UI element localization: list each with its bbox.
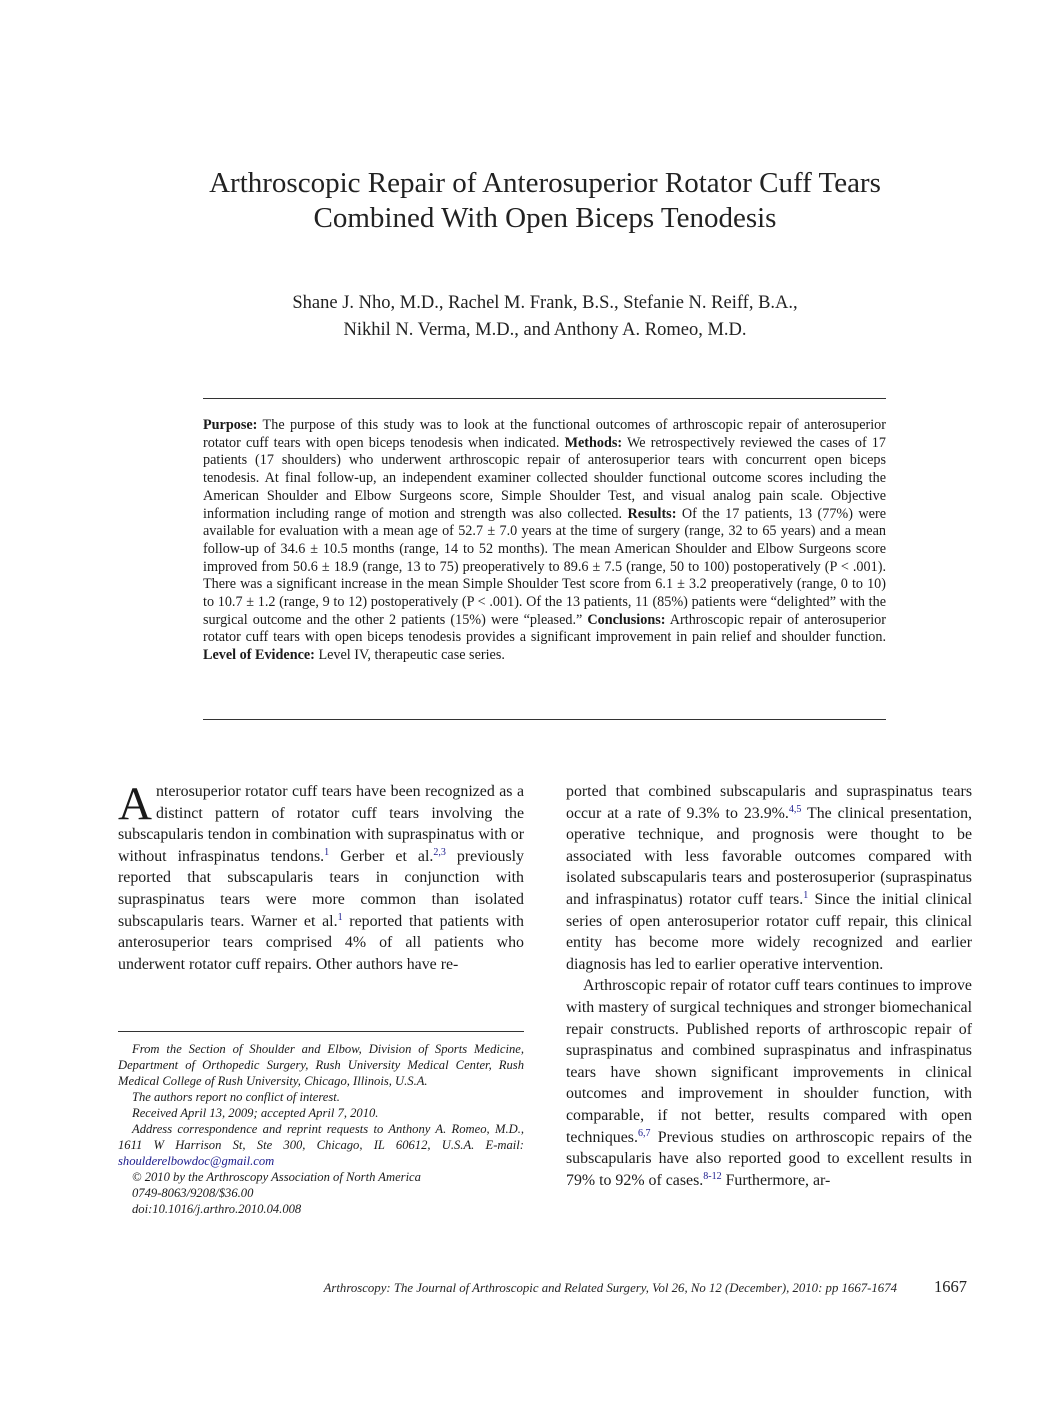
body-paragraph xyxy=(118,778,525,975)
abstract-bottom-rule xyxy=(203,719,886,720)
authors-line-1: Shane J. Nho, M.D., Rachel M. Frank, B.S., Stefanie N. Reiff, B.A., xyxy=(292,293,798,313)
body-column-left xyxy=(118,778,525,975)
citation-link[interactable]: 1 xyxy=(337,911,343,923)
abstract-results-text: Of the 17 patients, 13 (77%) were available for evaluation with a mean age of 52.7 ± 7.0 years at the time of surgery (range, 32 to 65 years) and a mean follow-up of 34.6 ± 10.5 months (range, 14 to 52 months). The mean American Shoulder and Elbow Surgeons score improved from 50.6 ± 18.9 (range, 13 to 75) preoperatively to 89.6 ± 7.5 (range, 50 to 100) postoperatively (P < .001). There was a significant increase in the mean Simple Shoulder Test score from 6.1 ± 3.2 preoperatively (range, 0 to 10) to 10.7 ± 1.2 (range, 9 to 12) postoperatively (P < .001). Of the 13 patients, 11 (85%) patients were “delighted” with the surgical outcome and the other 2 patients (15%) were “pleased.” xyxy=(203,505,886,628)
citation-link[interactable]: 1 xyxy=(324,846,330,858)
email-link[interactable]: shoulderelbowdoc@gmail.com xyxy=(118,1154,275,1168)
body-text: reported that patients with anterosuperior tears comprised 4% of all patients who underwent rotator cuff repairs. Other authors have re- xyxy=(118,912,524,973)
abstract-methods-text: We retrospectively reviewed the cases of 17 patients (17 shoulders) who underwent arthroscopic repair of anterosuperior tears with concurrent open biceps tenodesis. At final follow-up, an independent examiner collected shoulder functional outcome scores including the American Shoulder and Elbow Surgeons score, Simple Shoulder Test, and visual analog pain scale. Objective information including range of motion and strength was also collected. xyxy=(203,434,886,522)
footnote-received: Received April 13, 2009; accepted April 7, 2010. xyxy=(132,1106,379,1120)
journal-citation-footer: Arthroscopy: The Journal of Arthroscopic and Related Surgery, Vol 26, No 12 (December), 2010: pp 1667-1674 xyxy=(323,1281,897,1295)
authors-line-2: Nikhil N. Verma, M.D., and Anthony A. Romeo, M.D. xyxy=(343,320,747,340)
abstract xyxy=(203,417,886,665)
body-column-right xyxy=(566,781,972,1191)
author-list xyxy=(60,290,1030,344)
page-number: 1667 xyxy=(934,1277,967,1296)
abstract-results-label: Results: xyxy=(627,505,677,522)
abstract-level-label: Level of Evidence: xyxy=(203,647,315,664)
body-paragraph xyxy=(566,975,972,1191)
abstract-purpose-text: The purpose of this study was to look at the functional outcomes of arthroscopic repair of anterosuperior rotator cuff tears with open biceps tenodesis when indicated. xyxy=(203,417,886,451)
drop-cap: A xyxy=(118,778,152,830)
citation-link[interactable]: 1 xyxy=(803,889,809,901)
footnote-address xyxy=(118,1121,524,1169)
footnote-conflict: The authors report no conflict of interest. xyxy=(132,1090,340,1104)
abstract-methods-label: Methods: xyxy=(564,434,623,451)
body-text: Arthroscopic repair of rotator cuff tears continues to improve with mastery of surgical techniques and stronger biomechanical repair constructs. Published reports of arthroscopic repair of supraspinatus and combined supraspinatus and infraspinatus tears have shown significant improvements in clinical outcomes and improvement in shoulder function, with comparable, if not better, results compared with open techniques. xyxy=(566,977,972,1146)
footnote-affiliation: From the Section of Shoulder and Elbow, Division of Sports Medicine, Department of Orthopedic Surgery, Rush University Medical Center, Rush Medical College of Rush University, Chicago, Illinois, U.S.A. xyxy=(118,1042,524,1088)
body-text: Since the initial clinical series of open anterosuperior rotator cuff repair, this clinical entity has become more widely recognized and earlier diagnosis has led to earlier operative intervention. xyxy=(566,890,972,973)
article-title xyxy=(60,166,1030,236)
body-text: Previous studies on arthroscopic repairs of the subscapularis have also reported good to excellent results in 79% to 92% of cases. xyxy=(566,1128,972,1189)
footnote-address-text: Address correspondence and reprint requests to Anthony A. Romeo, M.D., 1611 W Harrison St, Ste 300, Chicago, IL 60612, U.S.A. E-mail: xyxy=(118,1122,524,1152)
abstract-conclusions-label: Conclusions: xyxy=(587,611,666,628)
citation-link[interactable]: 6,7 xyxy=(637,1127,651,1139)
abstract-conclusions-text: Arthroscopic repair of anterosuperior rotator cuff tears with open biceps tenodesis provides a significant improvement in pain relief and shoulder function. xyxy=(203,611,886,646)
body-text: nterosuperior rotator cuff tears have been recognized as a distinct pattern of rotator cuff tears involving the subscapularis tendon in combination with supraspinatus with or without infraspinatus tendons. xyxy=(118,783,524,865)
title-line-2: Combined With Open Biceps Tenodesis xyxy=(313,202,777,234)
footnote-rule xyxy=(118,1031,524,1032)
citation-link[interactable]: 2,3 xyxy=(433,846,446,858)
body-text: Furthermore, ar- xyxy=(721,1171,831,1189)
citation-link[interactable]: 4,5 xyxy=(788,803,802,815)
footnote-doi: doi:10.1016/j.arthro.2010.04.008 xyxy=(132,1202,302,1216)
body-text: The clinical presentation, operative technique, and prognosis were thought to be associated with less favorable outcomes compared with isolated subscapularis tears and posterosuperior (supraspinatus and infraspinatus) rotator cuff tears. xyxy=(566,804,972,908)
body-text: ported that combined subscapularis and supraspinatus tears occur at a rate of 9.3% to 23.9%. xyxy=(566,783,972,822)
title-line-1: Arthroscopic Repair of Anterosuperior Rotator Cuff Tears xyxy=(209,167,881,199)
body-text: previously reported that subscapularis tears in conjunction with supraspinatus tears were more common than isolated subscapularis tears. Warner et al. xyxy=(118,847,525,930)
abstract-purpose-label: Purpose: xyxy=(203,417,258,433)
body-paragraph xyxy=(566,781,972,975)
footnote-issn: 0749-8063/9208/$36.00 xyxy=(132,1186,254,1200)
footnote-copyright: © 2010 by the Arthroscopy Association of North America xyxy=(132,1170,421,1184)
citation-link[interactable]: 8-12 xyxy=(703,1170,722,1182)
abstract-top-rule xyxy=(203,398,886,399)
abstract-level-text: Level IV, therapeutic case series. xyxy=(314,647,505,664)
footnotes xyxy=(118,1041,524,1217)
body-text: Gerber et al. xyxy=(329,847,434,865)
